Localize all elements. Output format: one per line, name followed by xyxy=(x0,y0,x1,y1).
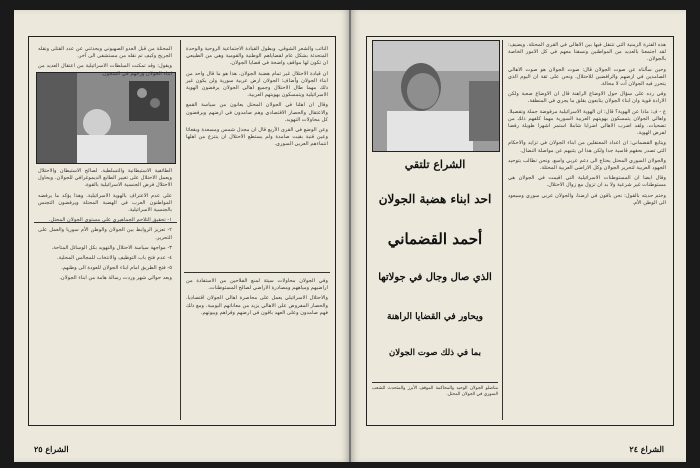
column-divider xyxy=(180,40,181,420)
paragraph: المحتلة من قبل العدو الصهيوني ويحدثني عن عدد القتلى ونقله الجريح وكيف تم نقله من مستشفى الى آخر. xyxy=(38,46,172,60)
paragraph: وعن الوضع في القرى الأربع قال ان مجدل شمس ومسعدة وبقعاثا وعين قنية بقيت صامدة ولم يستطع الاحتلال ان ينتزع من اهلها انتماءهم العربي السوري. xyxy=(186,127,328,148)
paragraph: وقال ان اهلنا في الجولان المحتل يعانون من سياسة القمع والاعتقال والحصار الاقتصادي وهم صامدون في ارضهم ويرفضون كل محاولات التهويد. xyxy=(186,102,328,123)
paragraph: وفي رده على سؤال حول الاوضاع الراهنة قال ان الاوضاع صعبة ولكن الارادة قوية وان ابناء الجولان يتابعون بقلق ما يجري في المنطقة. xyxy=(508,91,666,105)
page-number: الشراع ٢٥ xyxy=(34,444,69,454)
page-left xyxy=(14,10,350,462)
paragraph: ان قيادة الاحتلال غير تمام هضبة الجولان. هذا هو ما قال واحد من ابناء الجولان وأضاف: الجولان ارض عربية سورية ولن يكون غير ذلك مهما طال الاحتلال وجميع اهالي الجولان يرفضون الهوية الاسرائيلية ويتمسكون بهويتهم العربية. xyxy=(186,70,328,99)
paragraph: ويقول: وقد تمكنت السلطات الاسرائيلية من اعتقال العديد من ابناء الجولان وزجهم في السجون. xyxy=(38,63,172,77)
paragraph: وختم حديثه بالقول: نحن باقون في ارضنا، والجولان عربي سوري وسيعود الى الوطن الأم. xyxy=(508,192,666,206)
list-item: ٣- مواجهة سياسة الاحتلال والتهويد بكل الوسائل المتاحة. xyxy=(51,244,172,251)
headline-name: أحمد القضماني xyxy=(387,230,483,248)
column-divider xyxy=(502,40,503,420)
list-item: ٥- فتح الطريق امام ابناء الجولان للعودة الى وطنهم. xyxy=(61,265,172,272)
headline-sub: الذي صال وجال في جولاتها xyxy=(378,272,492,283)
article-text-column xyxy=(508,42,666,416)
paragraph: النائب والشعر الشوقي. ويطول القيادة الاجتماعية الروحية والوحدة المتحدثة بشكل عام لقضاياهم الوطنية والقومية وهي من الطبيعي ان تكون لها مواقف واضحة في قضايا الجولان. xyxy=(186,46,328,67)
paragraph: هذه الفترة الزمنية التي تتنقل فيها بين الاهالي في القرى المحتلة. ويضيف: لقد اجتمعنا بالعديد من المواطنين ونسقنا معهم في كل الامور الخاصة بالجولان. xyxy=(508,42,666,63)
text-column-right-lower xyxy=(186,278,328,396)
paragraph: وحين سألناه عن صوت الجولان قال: صوت الجولان هو صوت الاهالي الصامدين في ارضهم والرافضين للاحتلال. ونحن على ثقة ان اليوم الذي يتحرر فيه الجولان آت لا محالة. xyxy=(508,66,666,88)
text-column-left-bottom xyxy=(38,168,172,396)
paragraph: ع - ف: ماذا عن الهوية؟ قال: ان الهوية الاسرائيلية مرفوضة جملة وتفصيلا. واهالي الجولان يتمسكون بهويتهم العربية السورية مهما كلفهم ذلك من تضحيات. ولقد اضرب الاهالي اضرابا شاملا استمر اشهرا طويلة رفضا لفرض الهوية. xyxy=(508,108,666,137)
magazine-spread xyxy=(14,10,686,462)
text-column-left-top xyxy=(38,46,172,77)
paragraph: والاحتلال الاسرائيلي يعمل على محاصرة اهالي الجولان اقتصاديا. والحصار المفروض على الاهالي يزيد من معاناتهم اليومية. ومع ذلك فهم صامدون وعلى العهد باقون في ارضهم وقراهم وبيوتهم. xyxy=(186,295,328,316)
text-column-right xyxy=(186,46,328,268)
caption-rule xyxy=(372,382,498,383)
page-right xyxy=(350,10,686,462)
list-item: ٢- تعزيز الروابط بين الجولان والوطن الأم سوريا والعمل على التحرير. xyxy=(38,227,172,241)
headline-intro: الشراع تلتقي xyxy=(404,158,466,171)
list-item: ١- تحقيق التلاحم الجماهيري على مستوى الجولان المحتل. xyxy=(48,217,172,224)
list-item: ٤- عدم فتح باب التوظيف والانتخاب للمجالس المحلية. xyxy=(57,255,172,262)
paragraph: وبعد حوالي شهر وردت رسالة هامة من ابناء الجولان. xyxy=(59,275,172,282)
section-rule xyxy=(184,272,330,273)
paragraph: ويتابع القضماني: ان اعداد المعتقلين من ابناء الجولان في تزايد والاحكام التي تصدر بحقهم قاسية جدا ولكن هذا لن يثنيهم عن مواصلة النضال. xyxy=(508,140,666,154)
paragraph: على عدم الاعتراف بالهوية الاسرائيلية. وهذا يؤكد ما يرفضه المواطنون العرب في الهضبة المحتلة ويرفضون التجنس بالجنسية الاسرائيلية. xyxy=(38,192,172,214)
page-number: الشراع ٢٤ xyxy=(629,444,664,454)
kicker: ويحاور في القضايا الراهنة xyxy=(387,312,483,322)
paragraph: وقال ايضا ان المستوطنات الاسرائيلية التي اقيمت في الجولان هي مستوطنات غير شرعية ولا بد ان تزول مع زوال الاحتلال. xyxy=(508,175,666,189)
photo-caption: مناضلو الجولان الوحيد والمحاكمة الموقف الأبرز والمتحدث للشعب السوري في الجولان المحتل. xyxy=(372,386,498,397)
paragraph: والجولان السوري المحتل يحتاج الى دعم عربي واسع. ونحن نطالب بتوحيد الجهود العربية لتحرير الجولان وكل الاراضي العربية المحتلة. xyxy=(508,157,666,172)
photo-ahmed-qadamani xyxy=(372,40,500,152)
photo-patient xyxy=(36,72,176,164)
paragraph: الطائفية الاستيطانية والتسلطية. لصالح الاستيطان والاحتلال ويعمل الاحتلال على تغيير الطابع الديموغرافي للجولان. ويحاول الاحتلال فرض الجنسية الاسرائيلية بالقوة. xyxy=(38,168,172,189)
headline-main: احد ابناء هضبة الجولان xyxy=(378,192,492,206)
paragraph: وفي الجولان محاولات سيئة لمنع الفلاحين من الاستفادة من اراضيهم ومياههم ومصادرة الاراضي لصالح المستوطنات. xyxy=(186,278,328,292)
kicker-2: بما في ذلك صوت الجولان xyxy=(389,348,481,358)
book-gutter xyxy=(349,10,351,462)
